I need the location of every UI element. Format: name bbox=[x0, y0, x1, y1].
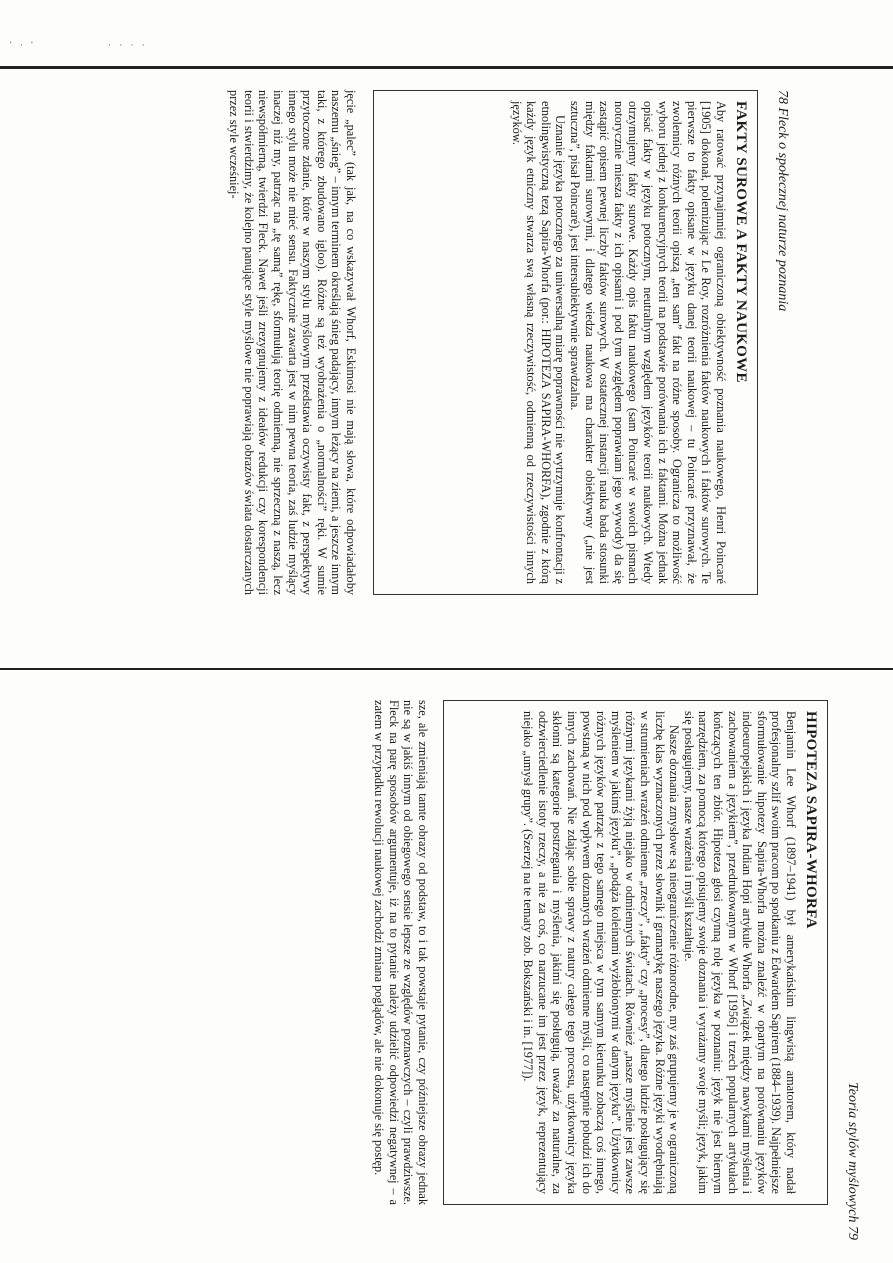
sidebar-box-sapir-whorf bbox=[443, 700, 828, 1205]
sidebar-box-fakty bbox=[373, 90, 758, 595]
page-edge-middle bbox=[0, 668, 893, 670]
box-title-fakty: FAKTY SUROWE A FAKTY NAUKOWE bbox=[733, 101, 749, 383]
box-paragraph: Uznanie języka potocznego za uniwersalną miarę poprawności nie wytrzymuje konfrontacji z etnolingwistyczną tezą Sapira-Whorfa (por.: HIPOTEZA SAPIRA-WHORFA), zgodnie z którą każdy język etniczny stwarza swą własną rzeczywistość, odmienną od rzeczywistości innych języków. bbox=[509, 101, 568, 584]
box-title-sapir-whorf: HIPOTEZA SAPIRA-WHORFA bbox=[803, 711, 819, 929]
scan-edge-marks-left: ' · ' bbox=[10, 40, 36, 50]
scan-edge-marks-mid: · · · · bbox=[108, 40, 148, 50]
left-page-78 bbox=[10, 90, 790, 660]
main-text-right: sze, ale zmieniają tamte obrazy od podstaw, to i tak powstaje pytanie, czy późniejsze obrazy jednak nie są w jakiś innym od obiegowego sensie lepsze ze względów poznawczych – czyli prawdziwsze. Fleck na parę sposobów argumentuje, iż na to pytanie należy udzielić odpowiedzi negatywnej – a zatem w przypadku rewolucji naukowej zachodzi zmiana poglądów, ale nie dokonuje się postęp. bbox=[372, 700, 430, 1205]
page-edge-top bbox=[0, 66, 893, 69]
box-paragraph: Nasze doznania zmysłowe są nieograniczenie różnorodne, my zaś grupujemy je w ograniczoną liczbę klas wyznaczonych przez słownik i gramatykę naszego języka. Różne języki wyodrębniają w strumieniach wrażeń odmienne „rzeczy”, „fakty” czy „procesy”, dlatego ludzie posługujący się różnymi językami żyją niejako w odmiennych światach. Również „nasze myślenie jest zawsze myśleniem w jakimś języku”, „podąża koleinami wyżłobionymi w danym języku”. Użytkownicy różnych języków patrząc z tego samego miejsca w tym samym kierunku zobaczą coś innego, powstaną w nich pod wpływem doznanych wrażeń odmienne myśli, co następnie pobudzi ich do innych zachowań. Nie zdając sobie sprawy z natury całego tego procesu, użytkownicy języka skłonni są kategorie postrzegania i myślenia, jakimi się posługują, uważać za naturalne, za odzwierciedlenie istoty rzeczy, a nie za coś, co narzucane im jest przez język, reprezentujący niejako „umysł grupy”. (Szerzej na te tematy zob. Bokszański i in. [1977]). bbox=[521, 711, 682, 1194]
main-text-left: jęcie „palec” (tak jak, na co wskazywał Whorf, Eskimosi nie mają słowa, które odpowiadałoby naszemu „śnieg” – innym terminem określają śnieg padający, innym leżący na ziemi, a jeszcze innym taki, z którego zbudowano igloo). Różne są też wyobrażenia o „normalności” ręki. W sumie przytoczone zdanie, które w naszym stylu myślowym przedstawia oczywisty fakt, z perspektywy innego stylu może nie mieć sensu. Faktycznie zawarta jest w nim pewna teoria, zaś ludzie myślący inaczej niż my, patrząc na „tę samą” rękę, sformułują teorię odmienną, nie sprzeczną z naszą, lecz niewspółmierną, twierdzi Fleck. Nawet jeśli zrezygnujemy z ideałów redukcji czy korespondencji teorii i stwierdzimy, że kolejno panujące style myślowe nie poprawiają obrazów świata dostarczanych przez style wcześniej- bbox=[227, 90, 358, 595]
right-page-79 bbox=[100, 700, 860, 1240]
running-head-left: 78 Fleck o społecznej naturze poznania bbox=[775, 90, 790, 312]
box-paragraph: Aby ratować przynajmniej ograniczoną obiektywność poznania naukowego, Henri Poincaré [1905] dokonał, polemizując z Le Roy, rozróżnienia faktów naukowych i faktów surowych. Te pierwsze to fakty opisane w języku danej teorii naukowej – tu Poincaré przyznawał, że zwolennicy różnych teorii opiszą „ten sam” fakt na różne sposoby. Ogranicza to możliwość wyboru jednej z konkurencyjnych teorii na podstawie porównania ich z faktami. Można jednak opisać fakty w języku potocznym, neutralnym względem języków teorii naukowych. Wtedy otrzymujemy fakty surowe. Każdy opis faktu naukowego (sam Poincaré w swoich pismach notorycznie miesza fakty z ich opisami i pod tym względem poprawiam jego wywody) da się zastąpić opisem pewnej liczby faktów surowych. W ostatecznej instancji nauka bada stosunki między faktami surowymi, i dlatego wiedza naukowa ma charakter obiektywny („nie jest sztuczna”, pisał Poincaré), jest intersubiektywnie sprawdzalna. bbox=[568, 101, 728, 584]
box-paragraph: Benjamin Lee Whorf (1897–1941) był amerykańskim lingwistą amatorem, który nadał profesjonalny szlif swoim pracom po spotkaniu z Edwardem Sapirem (1884–1939). Najpełniejsze sformułowanie hipotezy Sapira-Whorfa można znaleźć w opartym na porównaniu języków indoeuropejskich i języka Indian Hopi artykule Whorfa „Związek między nawykami myślenia i zachowaniem a językiem”, przedrukowanym w Whorf [1956] i trzech popularnych artykułach kończących ten zbiór. Hipoteza głosi czynną rolę języka w poznaniu: język nie jest biernym narzędziem, za pomocą którego opisujemy swoje doznania i wyrażamy swoje myśli; język, jakim się posługujemy, nasze wrażenia i myśli kształtuje. bbox=[681, 711, 798, 1194]
running-head-right: Teoria stylów myślowych 79 bbox=[845, 1082, 860, 1240]
